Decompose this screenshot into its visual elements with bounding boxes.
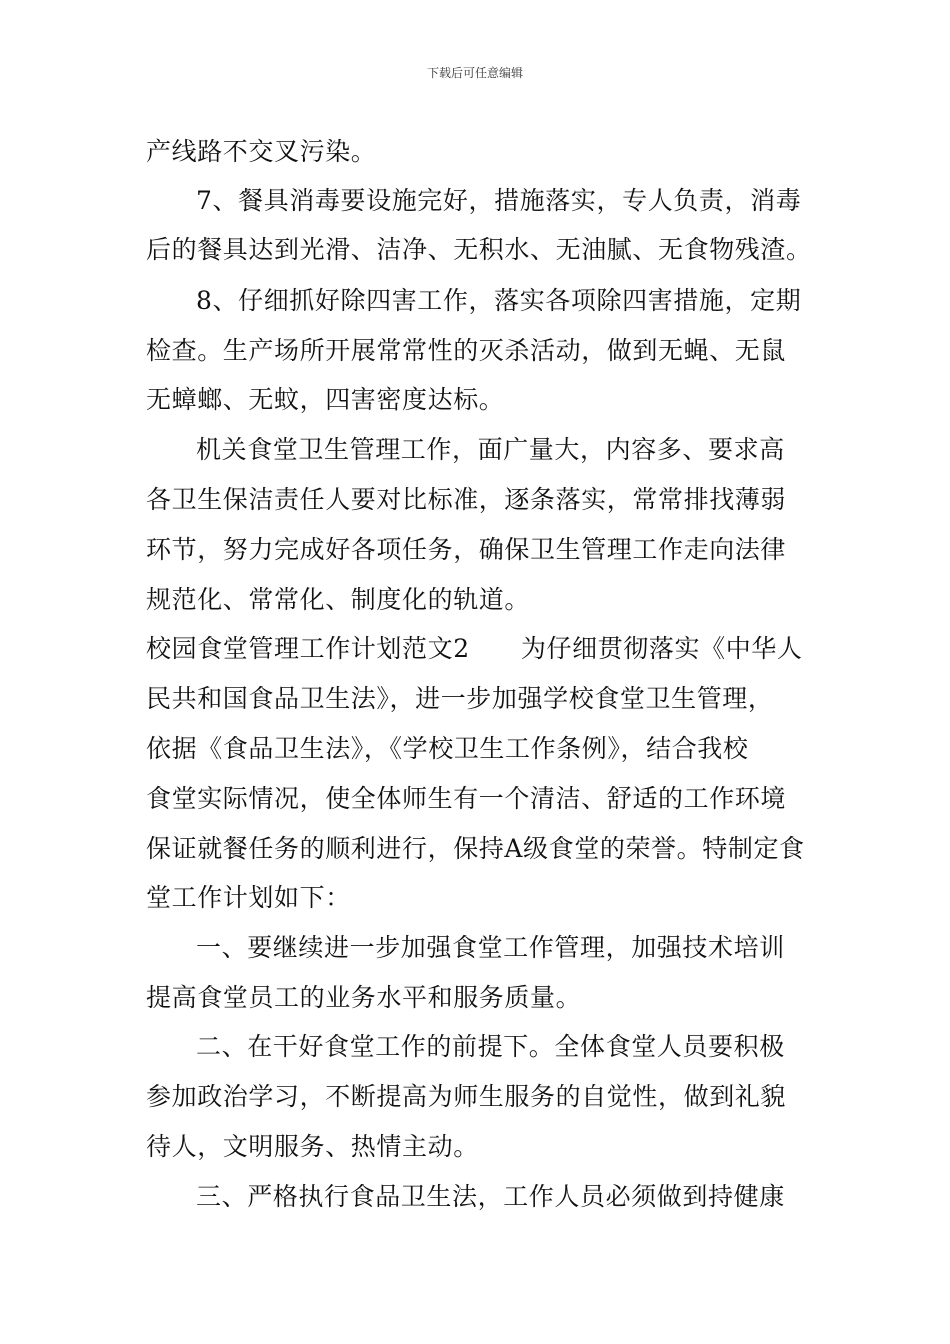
text-line: 校园食堂管理工作计划范文2 为仔细贯彻落实《中华人: [146, 634, 803, 663]
text-line: 后的餐具达到光滑、洁净、无积水、无油腻、无食物残渣。: [146, 235, 812, 264]
text-line: 提高食堂员工的业务水平和服务质量。: [146, 983, 582, 1012]
text-line: 食堂实际情况，使全体师生有一个清洁、舒适的工作环境: [146, 784, 787, 813]
text-line: 8、仔细抓好除四害工作，落实各项除四害措施，定期: [196, 286, 802, 315]
text-line: 参加政治学习，不断提高为师生服务的自觉性，做到礼貌: [146, 1082, 787, 1111]
text-line: 民共和国食品卫生法》，进一步加强学校食堂卫生管理，: [146, 684, 774, 713]
text-line: 堂工作计划如下：: [146, 883, 351, 912]
text-line: 三、严格执行食品卫生法，工作人员必须做到持健康: [196, 1182, 785, 1211]
text-line: 7、餐具消毒要设施完好，措施落实，专人负责，消毒: [196, 186, 802, 215]
text-line: 规范化、常常化、制度化的轨道。: [146, 585, 531, 614]
text-line: 依据《食品卫生法》，《学校卫生工作条例》，结合我校: [146, 734, 749, 763]
text-line: 保证就餐任务的顺利进行，保持A级食堂的荣誉。特制定食: [146, 834, 805, 863]
text-line: 二、在干好食堂工作的前提下。全体食堂人员要积极: [196, 1032, 785, 1061]
text-line: 机关食堂卫生管理工作，面广量大，内容多、要求高: [196, 435, 785, 464]
text-line: 一、要继续进一步加强食堂工作管理，加强技术培训: [196, 933, 785, 962]
text-line: 环节，努力完成好各项任务，确保卫生管理工作走向法律: [146, 535, 787, 564]
header-note: 下载后可任意编辑: [426, 66, 523, 80]
text-line: 产线路不交叉污染。: [146, 137, 377, 166]
text-line: 无蟑螂、无蚊，四害密度达标。: [146, 385, 505, 414]
text-line: 待人，文明服务、热情主动。: [146, 1132, 479, 1161]
text-line: 检查。生产场所开展常常性的灭杀活动，做到无蝇、无鼠: [146, 336, 787, 365]
text-line: 各卫生保洁责任人要对比标准，逐条落实，常常排找薄弱: [146, 485, 787, 514]
